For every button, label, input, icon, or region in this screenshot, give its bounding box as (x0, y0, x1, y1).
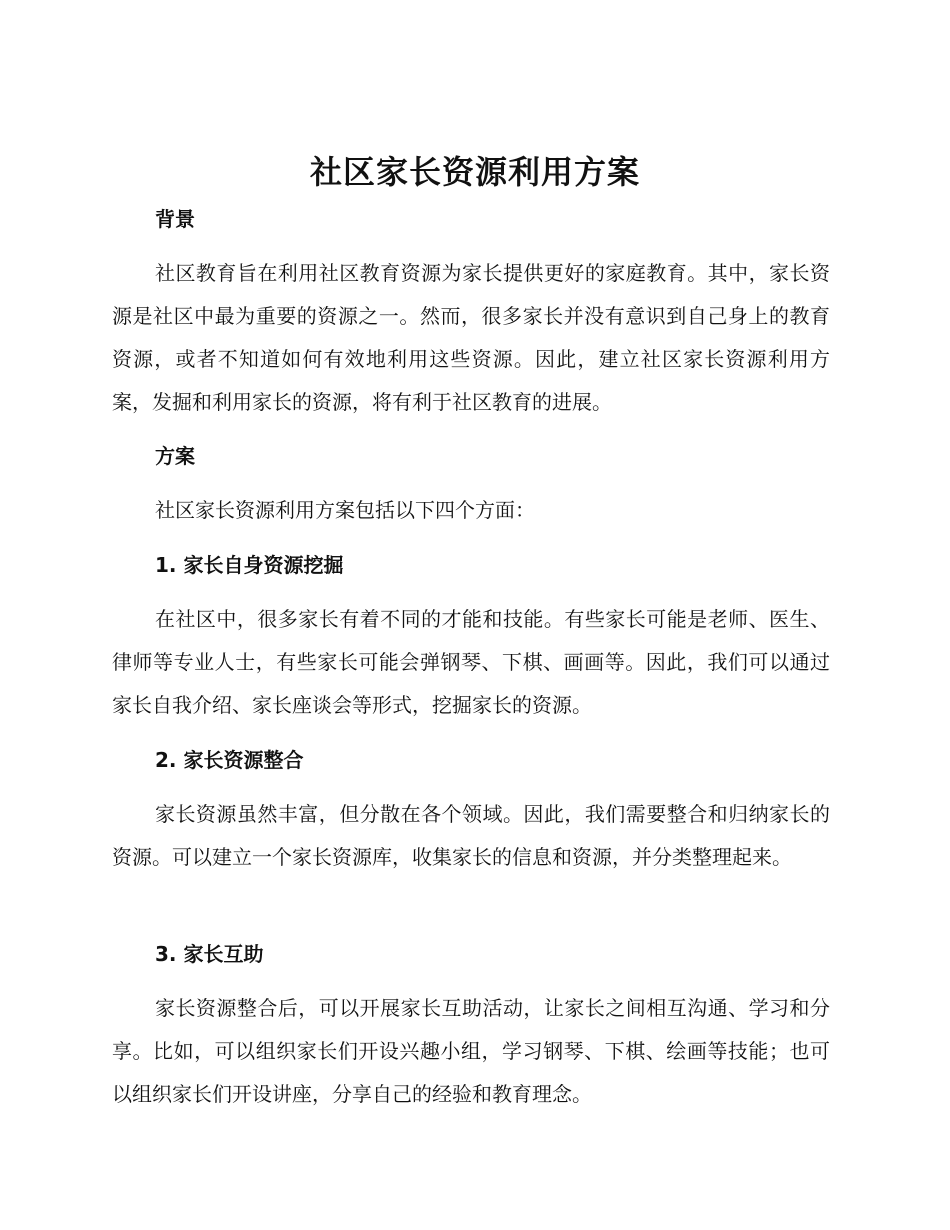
section-paragraph-background: 社区教育旨在利用社区教育资源为家长提供更好的家庭教育。其中，家长资源是社区中最为重要的资源之一。然而，很多家长并没有意识到自己身上的教育资源，或者不知道如何有效地利用这些资源。因此，建立社区家长资源利用方案，发掘和利用家长的资源，将有利于社区教育的进展。 (112, 261, 830, 414)
section-heading-mutual-help: 3. 家长互助 (155, 942, 264, 966)
section-heading-resource-mining: 1. 家长自身资源挖掘 (155, 553, 344, 577)
section-heading-resource-integration: 2. 家长资源整合 (155, 748, 304, 772)
section-heading-plan: 方案 (155, 444, 195, 468)
section-paragraph-mutual-help: 家长资源整合后，可以开展家长互助活动，让家长之间相互沟通、学习和分享。比如，可以组织家长们开设兴趣小组，学习钢琴、下棋、绘画等技能；也可以组织家长们开设讲座，分享自己的经验和教育理念。 (112, 996, 830, 1106)
section-paragraph-resource-mining: 在社区中，很多家长有着不同的才能和技能。有些家长可能是老师、医生、律师等专业人士，有些家长可能会弹钢琴、下棋、画画等。因此，我们可以通过家长自我介绍、家长座谈会等形式，挖掘家长的资源。 (112, 607, 830, 717)
section-paragraph-resource-integration: 家长资源虽然丰富，但分散在各个领域。因此，我们需要整合和归纳家长的资源。可以建立一个家长资源库，收集家长的信息和资源，并分类整理起来。 (112, 802, 830, 869)
section-paragraph-plan: 社区家长资源利用方案包括以下四个方面： (155, 498, 535, 522)
document-title: 社区家长资源利用方案 (309, 153, 640, 191)
section-heading-background: 背景 (155, 207, 195, 231)
